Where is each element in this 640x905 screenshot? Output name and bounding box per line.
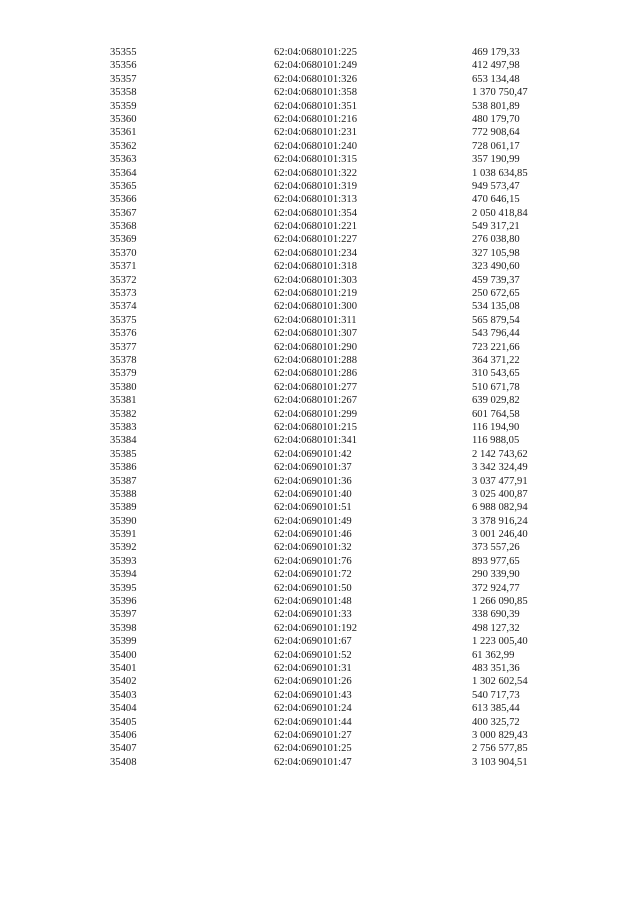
cadastral-number: 62:04:0690101:72 xyxy=(274,569,352,581)
row-number: 35382 xyxy=(110,408,137,420)
table-row xyxy=(0,73,640,86)
table-row xyxy=(0,756,640,769)
table-row xyxy=(0,180,640,193)
row-number: 35367 xyxy=(110,207,137,219)
cadastral-number: 62:04:0680101:358 xyxy=(274,87,357,99)
cadastral-number: 62:04:0690101:25 xyxy=(274,743,352,755)
cadastral-value: 949 573,47 xyxy=(472,180,520,192)
row-number: 35356 xyxy=(110,60,137,72)
cadastral-number: 62:04:0680101:216 xyxy=(274,113,357,125)
row-number: 35388 xyxy=(110,488,137,500)
cadastral-number: 62:04:0690101:44 xyxy=(274,716,352,728)
cadastral-value: 772 908,64 xyxy=(472,127,520,139)
row-number: 35360 xyxy=(110,113,137,125)
table-row xyxy=(0,622,640,635)
cadastral-value: 1 038 634,85 xyxy=(472,167,528,179)
cadastral-number: 62:04:0680101:303 xyxy=(274,274,357,286)
row-number: 35395 xyxy=(110,582,137,594)
table-row xyxy=(0,220,640,233)
table-row xyxy=(0,341,640,354)
row-number: 35391 xyxy=(110,529,137,541)
cadastral-value: 373 557,26 xyxy=(472,542,520,554)
cadastral-number: 62:04:0680101:326 xyxy=(274,73,357,85)
cadastral-value: 1 223 005,40 xyxy=(472,636,528,648)
cadastral-value: 3 037 477,91 xyxy=(472,475,528,487)
cadastral-number: 62:04:0680101:318 xyxy=(274,261,357,273)
row-number: 35385 xyxy=(110,448,137,460)
row-number: 35365 xyxy=(110,180,137,192)
cadastral-number: 62:04:0680101:240 xyxy=(274,140,357,152)
cadastral-number: 62:04:0690101:36 xyxy=(274,475,352,487)
cadastral-number: 62:04:0680101:341 xyxy=(274,435,357,447)
row-number: 35366 xyxy=(110,194,137,206)
cadastral-value: 276 038,80 xyxy=(472,234,520,246)
cadastral-value: 723 221,66 xyxy=(472,341,520,353)
cadastral-value: 459 739,37 xyxy=(472,274,520,286)
cadastral-value: 601 764,58 xyxy=(472,408,520,420)
cadastral-number: 62:04:0680101:307 xyxy=(274,328,357,340)
cadastral-number: 62:04:0690101:24 xyxy=(274,703,352,715)
table-row xyxy=(0,448,640,461)
cadastral-number: 62:04:0690101:76 xyxy=(274,555,352,567)
row-number: 35380 xyxy=(110,381,137,393)
cadastral-number: 62:04:0690101:67 xyxy=(274,636,352,648)
table-row xyxy=(0,488,640,501)
table-row xyxy=(0,59,640,72)
cadastral-number: 62:04:0680101:267 xyxy=(274,395,357,407)
table-row xyxy=(0,207,640,220)
cadastral-number: 62:04:0690101:48 xyxy=(274,596,352,608)
cadastral-number: 62:04:0680101:290 xyxy=(274,341,357,353)
table-row xyxy=(0,635,640,648)
cadastral-value: 338 690,39 xyxy=(472,609,520,621)
row-number: 35357 xyxy=(110,73,137,85)
cadastral-number: 62:04:0680101:300 xyxy=(274,301,357,313)
table-row xyxy=(0,408,640,421)
cadastral-value: 483 351,36 xyxy=(472,662,520,674)
table-row xyxy=(0,394,640,407)
cadastral-number: 62:04:0680101:277 xyxy=(274,381,357,393)
cadastral-value: 116 988,05 xyxy=(472,435,520,447)
table-row xyxy=(0,100,640,113)
cadastral-value: 2 756 577,85 xyxy=(472,743,528,755)
row-number: 35368 xyxy=(110,221,137,233)
cadastral-number: 62:04:0680101:227 xyxy=(274,234,357,246)
cadastral-value: 728 061,17 xyxy=(472,140,520,152)
row-number: 35375 xyxy=(110,314,137,326)
cadastral-value: 323 490,60 xyxy=(472,261,520,273)
table-row xyxy=(0,327,640,340)
row-number: 35361 xyxy=(110,127,137,139)
table-row xyxy=(0,126,640,139)
row-number: 35387 xyxy=(110,475,137,487)
row-number: 35358 xyxy=(110,87,137,99)
cadastral-value: 613 385,44 xyxy=(472,703,520,715)
row-number: 35400 xyxy=(110,649,137,661)
table-row xyxy=(0,729,640,742)
cadastral-value: 3 000 829,43 xyxy=(472,729,528,741)
table-row xyxy=(0,555,640,568)
row-number: 35373 xyxy=(110,288,137,300)
cadastral-value: 364 371,22 xyxy=(472,354,520,366)
row-number: 35405 xyxy=(110,716,137,728)
cadastral-value: 510 671,78 xyxy=(472,381,520,393)
table-row xyxy=(0,608,640,621)
cadastral-number: 62:04:0690101:40 xyxy=(274,488,352,500)
row-number: 35406 xyxy=(110,729,137,741)
cadastral-value: 116 194,90 xyxy=(472,421,520,433)
cadastral-value: 543 796,44 xyxy=(472,328,520,340)
table-row xyxy=(0,649,640,662)
cadastral-value: 357 190,99 xyxy=(472,154,520,166)
row-number: 35374 xyxy=(110,301,137,313)
row-number: 35404 xyxy=(110,703,137,715)
table-row xyxy=(0,113,640,126)
row-number: 35362 xyxy=(110,140,137,152)
cadastral-number: 62:04:0690101:49 xyxy=(274,515,352,527)
cadastral-number: 62:04:0680101:299 xyxy=(274,408,357,420)
table-row xyxy=(0,314,640,327)
row-number: 35383 xyxy=(110,421,137,433)
row-number: 35386 xyxy=(110,462,137,474)
row-number: 35384 xyxy=(110,435,137,447)
cadastral-number: 62:04:0680101:354 xyxy=(274,207,357,219)
cadastral-number: 62:04:0690101:47 xyxy=(274,756,352,768)
cadastral-number: 62:04:0680101:315 xyxy=(274,154,357,166)
table-row xyxy=(0,354,640,367)
cadastral-value: 3 025 400,87 xyxy=(472,488,528,500)
row-number: 35392 xyxy=(110,542,137,554)
row-number: 35376 xyxy=(110,328,137,340)
data-table xyxy=(0,46,640,769)
row-number: 35381 xyxy=(110,395,137,407)
table-row xyxy=(0,541,640,554)
row-number: 35377 xyxy=(110,341,137,353)
cadastral-number: 62:04:0690101:52 xyxy=(274,649,352,661)
row-number: 35390 xyxy=(110,515,137,527)
table-row xyxy=(0,167,640,180)
table-row xyxy=(0,367,640,380)
cadastral-number: 62:04:0680101:319 xyxy=(274,180,357,192)
cadastral-number: 62:04:0690101:46 xyxy=(274,529,352,541)
table-row xyxy=(0,247,640,260)
cadastral-value: 540 717,73 xyxy=(472,689,520,701)
cadastral-number: 62:04:0690101:32 xyxy=(274,542,352,554)
table-row xyxy=(0,568,640,581)
table-row xyxy=(0,421,640,434)
table-row xyxy=(0,475,640,488)
row-number: 35359 xyxy=(110,100,137,112)
cadastral-number: 62:04:0690101:26 xyxy=(274,676,352,688)
cadastral-value: 310 543,65 xyxy=(472,368,520,380)
table-row xyxy=(0,702,640,715)
row-number: 35403 xyxy=(110,689,137,701)
cadastral-value: 549 317,21 xyxy=(472,221,520,233)
cadastral-number: 62:04:0690101:43 xyxy=(274,689,352,701)
cadastral-number: 62:04:0680101:225 xyxy=(274,47,357,58)
table-row xyxy=(0,300,640,313)
row-number: 35389 xyxy=(110,502,137,514)
cadastral-number: 62:04:0680101:351 xyxy=(274,100,357,112)
cadastral-value: 372 924,77 xyxy=(472,582,520,594)
table-row xyxy=(0,274,640,287)
table-row xyxy=(0,689,640,702)
cadastral-value: 639 029,82 xyxy=(472,395,520,407)
row-number: 35396 xyxy=(110,596,137,608)
table-row xyxy=(0,193,640,206)
table-row xyxy=(0,153,640,166)
cadastral-value: 893 977,65 xyxy=(472,555,520,567)
table-row xyxy=(0,582,640,595)
row-number: 35401 xyxy=(110,662,137,674)
cadastral-value: 1 266 090,85 xyxy=(472,596,528,608)
row-number: 35394 xyxy=(110,569,137,581)
row-number: 35402 xyxy=(110,676,137,688)
cadastral-value: 1 370 750,47 xyxy=(472,87,528,99)
cadastral-value: 290 339,90 xyxy=(472,569,520,581)
cadastral-number: 62:04:0690101:192 xyxy=(274,622,357,634)
cadastral-value: 534 135,08 xyxy=(472,301,520,313)
cadastral-value: 6 988 082,94 xyxy=(472,502,528,514)
table-row xyxy=(0,46,640,59)
row-number: 35398 xyxy=(110,622,137,634)
cadastral-value: 250 672,65 xyxy=(472,288,520,300)
cadastral-value: 469 179,33 xyxy=(472,47,520,58)
row-number: 35363 xyxy=(110,154,137,166)
table-row xyxy=(0,86,640,99)
cadastral-value: 2 142 743,62 xyxy=(472,448,528,460)
cadastral-value: 480 179,70 xyxy=(472,113,520,125)
table-row xyxy=(0,528,640,541)
cadastral-value: 470 646,15 xyxy=(472,194,520,206)
cadastral-value: 412 497,98 xyxy=(472,60,520,72)
cadastral-number: 62:04:0690101:51 xyxy=(274,502,352,514)
row-number: 35408 xyxy=(110,756,137,768)
cadastral-number: 62:04:0690101:33 xyxy=(274,609,352,621)
cadastral-value: 61 362,99 xyxy=(472,649,515,661)
cadastral-value: 653 134,48 xyxy=(472,73,520,85)
cadastral-value: 327 105,98 xyxy=(472,247,520,259)
cadastral-value: 3 378 916,24 xyxy=(472,515,528,527)
cadastral-number: 62:04:0680101:221 xyxy=(274,221,357,233)
table-row xyxy=(0,233,640,246)
row-number: 35369 xyxy=(110,234,137,246)
cadastral-number: 62:04:0680101:234 xyxy=(274,247,357,259)
row-number: 35397 xyxy=(110,609,137,621)
cadastral-value: 3 342 324,49 xyxy=(472,462,528,474)
table-row xyxy=(0,461,640,474)
table-row xyxy=(0,260,640,273)
cadastral-number: 62:04:0690101:42 xyxy=(274,448,352,460)
row-number: 35371 xyxy=(110,261,137,273)
table-row xyxy=(0,515,640,528)
cadastral-number: 62:04:0680101:249 xyxy=(274,60,357,72)
table-row xyxy=(0,434,640,447)
cadastral-number: 62:04:0690101:27 xyxy=(274,729,352,741)
row-number: 35355 xyxy=(110,47,137,58)
cadastral-number: 62:04:0680101:231 xyxy=(274,127,357,139)
table-row xyxy=(0,675,640,688)
row-number: 35393 xyxy=(110,555,137,567)
cadastral-value: 2 050 418,84 xyxy=(472,207,528,219)
row-number: 35378 xyxy=(110,354,137,366)
row-number: 35372 xyxy=(110,274,137,286)
cadastral-value: 538 801,89 xyxy=(472,100,520,112)
table-row xyxy=(0,595,640,608)
row-number: 35364 xyxy=(110,167,137,179)
cadastral-number: 62:04:0680101:311 xyxy=(274,314,357,326)
row-number: 35370 xyxy=(110,247,137,259)
table-row xyxy=(0,716,640,729)
row-number: 35399 xyxy=(110,636,137,648)
table-row xyxy=(0,287,640,300)
cadastral-number: 62:04:0680101:215 xyxy=(274,421,357,433)
cadastral-number: 62:04:0680101:313 xyxy=(274,194,357,206)
table-row xyxy=(0,742,640,755)
cadastral-number: 62:04:0680101:286 xyxy=(274,368,357,380)
cadastral-number: 62:04:0680101:288 xyxy=(274,354,357,366)
table-row xyxy=(0,662,640,675)
cadastral-value: 498 127,32 xyxy=(472,622,520,634)
cadastral-value: 3 103 904,51 xyxy=(472,756,528,768)
cadastral-number: 62:04:0690101:50 xyxy=(274,582,352,594)
cadastral-number: 62:04:0680101:219 xyxy=(274,288,357,300)
cadastral-value: 3 001 246,40 xyxy=(472,529,528,541)
cadastral-value: 565 879,54 xyxy=(472,314,520,326)
table-row xyxy=(0,381,640,394)
cadastral-value: 400 325,72 xyxy=(472,716,520,728)
cadastral-number: 62:04:0690101:37 xyxy=(274,462,352,474)
table-row xyxy=(0,501,640,514)
table-row xyxy=(0,140,640,153)
cadastral-value: 1 302 602,54 xyxy=(472,676,528,688)
row-number: 35407 xyxy=(110,743,137,755)
cadastral-number: 62:04:0680101:322 xyxy=(274,167,357,179)
cadastral-number: 62:04:0690101:31 xyxy=(274,662,352,674)
row-number: 35379 xyxy=(110,368,137,380)
